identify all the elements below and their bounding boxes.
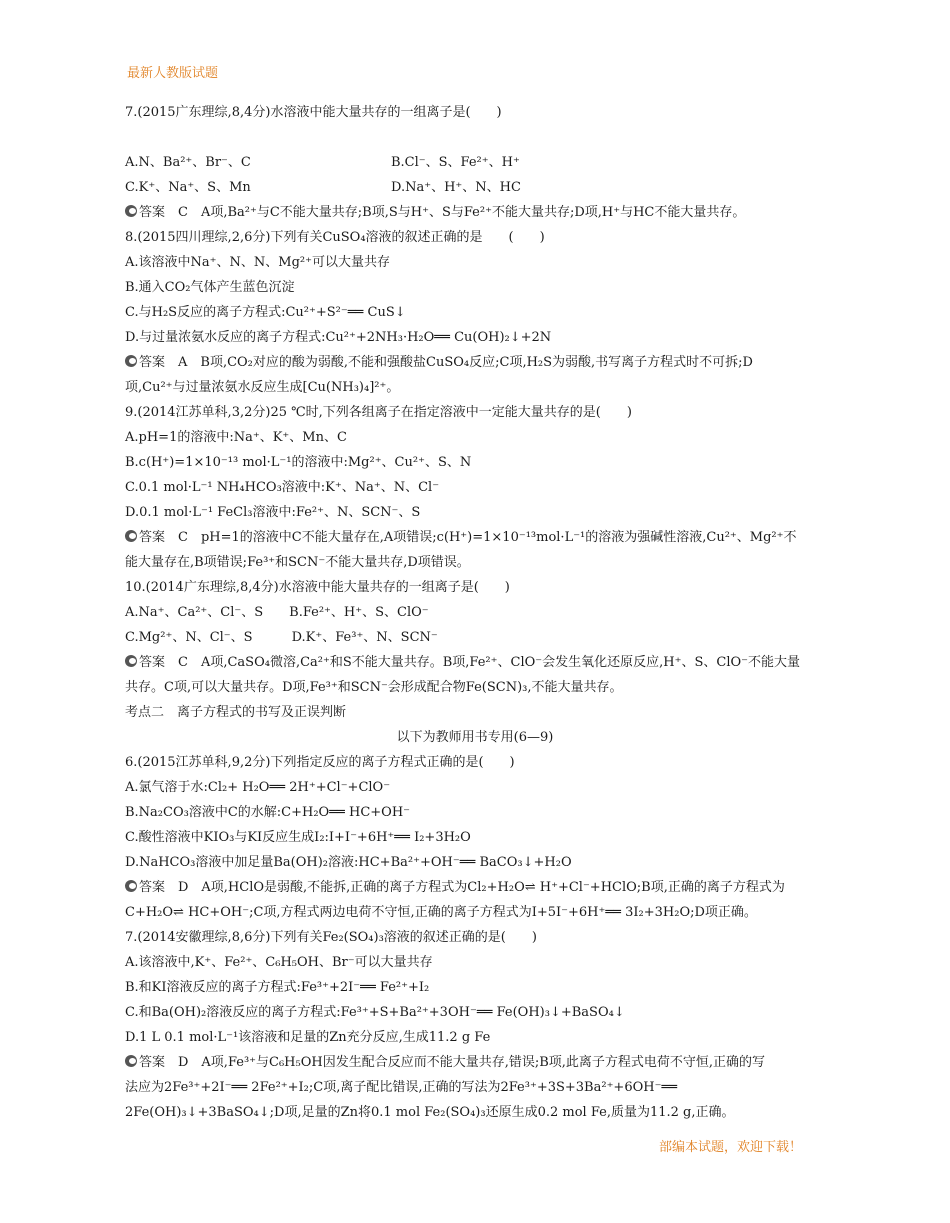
option-a: A.N、Ba²⁺、Br⁻、C bbox=[125, 155, 251, 170]
option-c: C.K⁺、Na⁺、S、Mn bbox=[125, 180, 251, 195]
answer-continuation: C+H₂O⇌ HC+OH⁻;C项,方程式两边电荷不守恒,正确的离子方程式为I+5I⁻+6H⁺══ 3I₂+3H₂O;D项正确。 bbox=[125, 905, 757, 920]
option-b: B.c(H⁺)=1×10⁻¹³ mol·L⁻¹的溶液中:Mg²⁺、Cu²⁺、S、N bbox=[125, 455, 472, 470]
question-9: 9.(2014江苏单科,3,2分)25 ℃时,下列各组离子在指定溶液中一定能大量共存的是( ) bbox=[125, 405, 632, 420]
answer-bullet-icon bbox=[125, 880, 137, 892]
answer-bullet-icon bbox=[125, 655, 137, 667]
question-8: 8.(2015四川理综,2,6分)下列有关CuSO₄溶液的叙述正确的是 ( ) bbox=[125, 230, 545, 245]
question-7-2014: 7.(2014安徽理综,8,6分)下列有关Fe₂(SO₄)₃溶液的叙述正确的是( ) bbox=[125, 930, 537, 945]
option-a: A.pH=1的溶液中:Na⁺、K⁺、Mn、C bbox=[125, 430, 347, 445]
answer-bullet-icon bbox=[125, 530, 137, 542]
answer-continuation: 共存。C项,可以大量共存。D项,Fe³⁺和SCN⁻会形成配合物Fe(SCN)₃,不能大量共存。 bbox=[125, 680, 623, 695]
option-d: D.Na⁺、H⁺、N、HC bbox=[391, 180, 521, 195]
page-header: 最新人教版试题 bbox=[127, 66, 219, 81]
section-heading: 考点二 离子方程式的书写及正误判断 bbox=[125, 705, 347, 720]
answer-line: 答案 A B项,CO₂对应的酸为弱酸,不能和强酸盐CuSO₄反应;C项,H₂S为弱酸,书写离子方程式时不可拆;D bbox=[125, 354, 753, 372]
answer-line: 答案 C A项,Ba²⁺与C不能大量共存;B项,S与H⁺、S与Fe²⁺不能大量共存;D项,H⁺与HC不能大量共存。 bbox=[125, 204, 745, 222]
option-a: A.该溶液中Na⁺、N、N、Mg²⁺可以大量共存 bbox=[125, 255, 390, 270]
option-c: C.酸性溶液中KIO₃与KI反应生成I₂:I+I⁻+6H⁺══ I₂+3H₂O bbox=[125, 830, 471, 845]
option-c: C.0.1 mol·L⁻¹ NH₄HCO₃溶液中:K⁺、Na⁺、N、Cl⁻ bbox=[125, 480, 440, 495]
answer-line: 答案 C pH=1的溶液中C不能大量存在,A项错误;c(H⁺)=1×10⁻¹³mol·L⁻¹的溶液为强碱性溶液,Cu²⁺、Mg²⁺不 bbox=[125, 529, 797, 547]
question-10: 10.(2014广东理综,8,4分)水溶液中能大量共存的一组离子是( ) bbox=[125, 580, 510, 595]
options-c-d: C.Mg²⁺、N、Cl⁻、S D.K⁺、Fe³⁺、N、SCN⁻ bbox=[125, 630, 438, 645]
answer-continuation: 项,Cu²⁺与过量浓氨水反应生成[Cu(NH₃)₄]²⁺。 bbox=[125, 380, 400, 395]
answer-continuation: 2Fe(OH)₃↓+3BaSO₄↓;D项,足量的Zn将0.1 mol Fe₂(SO₄)₃还原生成0.2 mol Fe,质量为11.2 g,正确。 bbox=[125, 1105, 735, 1120]
answer-continuation: 法应为2Fe³⁺+2I⁻══ 2Fe²⁺+I₂;C项,离子配比错误,正确的写法为2Fe³⁺+3S+3Ba²⁺+6OH⁻══ bbox=[125, 1080, 678, 1095]
option-a: A.氯气溶于水:Cl₂+ H₂O══ 2H⁺+Cl⁻+ClO⁻ bbox=[125, 780, 391, 795]
answer-line: 答案 D A项,Fe³⁺与C₆H₅OH因发生配合反应而不能大量共存,错误;B项,此离子方程式电荷不守恒,正确的写 bbox=[125, 1054, 765, 1072]
question-6: 6.(2015江苏单科,9,2分)下列指定反应的离子方程式正确的是( ) bbox=[125, 755, 515, 770]
option-b: B.Cl⁻、S、Fe²⁺、H⁺ bbox=[391, 155, 520, 170]
option-c: C.与H₂S反应的离子方程式:Cu²⁺+S²⁻══ CuS↓ bbox=[125, 305, 406, 320]
answer-line: 答案 C A项,CaSO₄微溶,Ca²⁺和S不能大量共存。B项,Fe²⁺、ClO⁻会发生氧化还原反应,H⁺、S、ClO⁻不能大量 bbox=[125, 654, 800, 672]
answer-continuation: 能大量存在,B项错误;Fe³⁺和SCN⁻不能大量共存,D项错误。 bbox=[125, 555, 470, 570]
answer-bullet-icon bbox=[125, 205, 137, 217]
page-footer: 部编本试题，欢迎下载！ bbox=[658, 1140, 802, 1155]
option-d: D.与过量浓氨水反应的离子方程式:Cu²⁺+2NH₃·H₂O══ Cu(OH)₂↓+2N bbox=[125, 330, 552, 345]
teacher-note: 以下为教师用书专用(6—9) bbox=[396, 730, 554, 745]
option-a: A.该溶液中,K⁺、Fe²⁺、C₆H₅OH、Br⁻可以大量共存 bbox=[125, 955, 433, 970]
option-b: B.和KI溶液反应的离子方程式:Fe³⁺+2I⁻══ Fe²⁺+I₂ bbox=[125, 980, 430, 995]
question-7-2015: 7.(2015广东理综,8,4分)水溶液中能大量共存的一组离子是( ) bbox=[125, 105, 502, 120]
answer-bullet-icon bbox=[125, 355, 137, 367]
option-b: B.Na₂CO₃溶液中C的水解:C+H₂O══ HC+OH⁻ bbox=[125, 805, 411, 820]
option-d: D.0.1 mol·L⁻¹ FeCl₃溶液中:Fe²⁺、N、SCN⁻、S bbox=[125, 505, 421, 520]
option-c: C.和Ba(OH)₂溶液反应的离子方程式:Fe³⁺+S+Ba²⁺+3OH⁻══ Fe(OH)₃↓+BaSO₄↓ bbox=[125, 1005, 625, 1020]
option-d: D.1 L 0.1 mol·L⁻¹该溶液和足量的Zn充分反应,生成11.2 g Fe bbox=[125, 1030, 491, 1045]
option-b: B.通入CO₂气体产生蓝色沉淀 bbox=[125, 280, 295, 295]
answer-bullet-icon bbox=[125, 1055, 137, 1067]
option-d: D.NaHCO₃溶液中加足量Ba(OH)₂溶液:HC+Ba²⁺+OH⁻══ BaCO₃↓+H₂O bbox=[125, 855, 572, 870]
answer-line: 答案 D A项,HClO是弱酸,不能拆,正确的离子方程式为Cl₂+H₂O⇌ H⁺+Cl⁻+HClO;B项,正确的离子方程式为 bbox=[125, 879, 785, 897]
options-a-b: A.Na⁺、Ca²⁺、Cl⁻、S B.Fe²⁺、H⁺、S、ClO⁻ bbox=[125, 605, 429, 620]
